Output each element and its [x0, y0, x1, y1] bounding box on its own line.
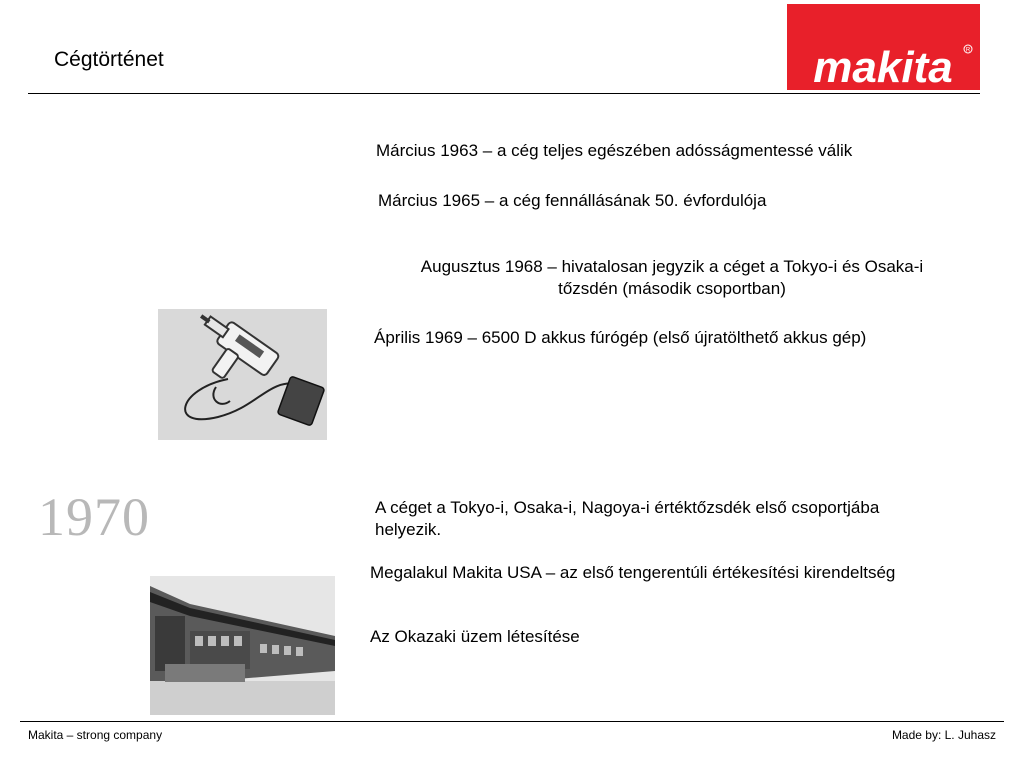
factory-photo [150, 576, 335, 715]
footer-left: Makita – strong company [28, 728, 163, 742]
year-label: 1970 [38, 487, 150, 547]
timeline-item-1970-listing [375, 497, 975, 541]
header-divider [28, 93, 980, 94]
timeline-item-1969: Április 1969 – 6500 D akkus fúrógép (első újratölthető akkus gép) [374, 328, 867, 347]
timeline-item-1970-usa: Megalakul Makita USA – az első tengerentúli értékesítési kirendeltség [370, 563, 896, 582]
footer-divider [20, 721, 1004, 722]
drill-photo [158, 309, 327, 440]
page-title: Cégtörténet [54, 48, 164, 71]
timeline-item-1968-line2: tőzsdén (második csoportban) [558, 279, 786, 298]
timeline-item-1970-okazaki: Az Okazaki üzem létesítése [370, 627, 580, 646]
timeline-item-1970-listing-line2: helyezik. [375, 520, 442, 539]
timeline-item-1968 [376, 256, 968, 300]
footer-right: Made by: L. Juhasz [891, 728, 996, 742]
timeline-item-1965: Március 1965 – a cég fennállásának 50. évfordulója [378, 191, 767, 210]
timeline-item-1968-line1: Augusztus 1968 – hivatalosan jegyzik a céget a Tokyo-i és Osaka-i [420, 257, 924, 276]
svg-text:R: R [965, 47, 971, 54]
timeline-item-1963: Március 1963 – a cég teljes egészében adósságmentessé válik [376, 141, 853, 160]
makita-logo [787, 4, 980, 90]
svg-text:makita: makita [813, 43, 953, 90]
timeline-item-1970-listing-line1: A céget a Tokyo-i, Osaka-i, Nagoya-i értéktőzsdék első csoportjába [375, 498, 880, 517]
